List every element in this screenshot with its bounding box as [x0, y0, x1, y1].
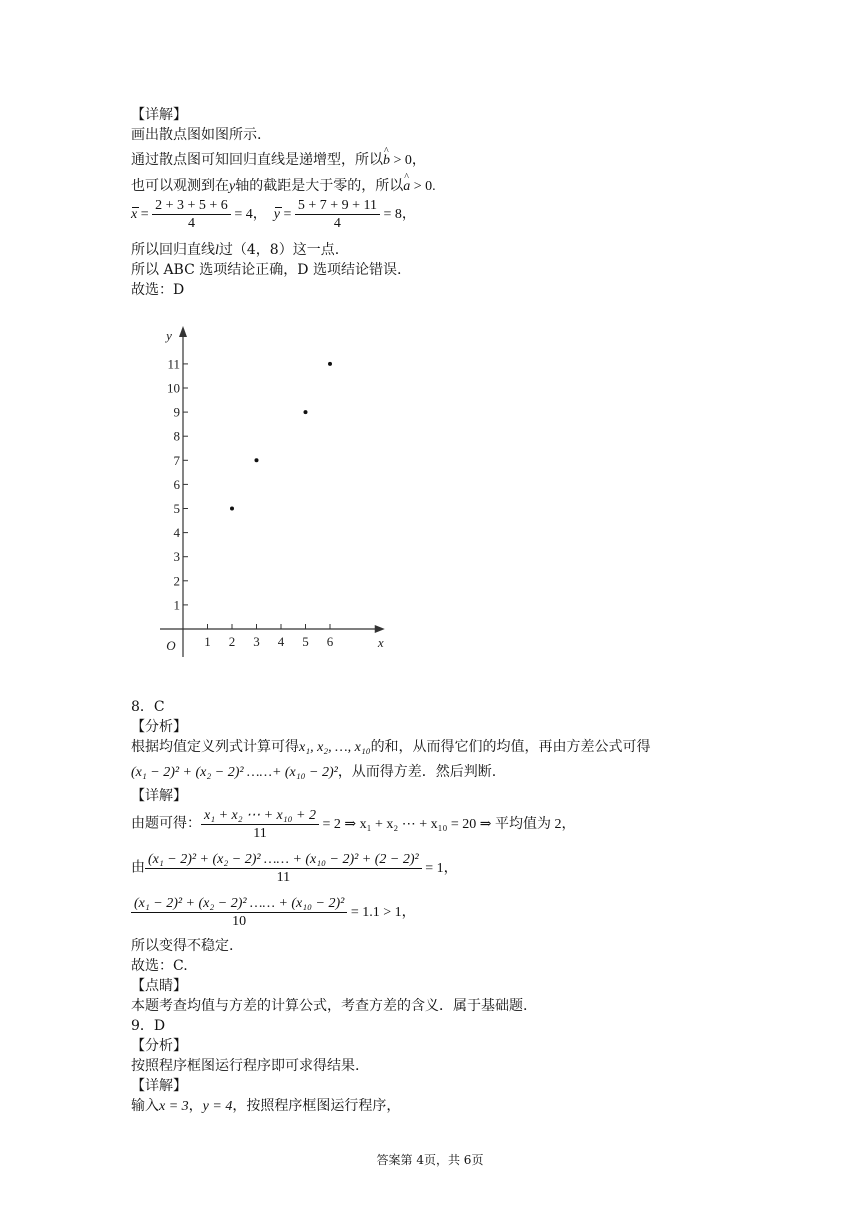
- q8-analysis-line-2: (x₁ − 2)² + (x₂ − 2)² ……+ (x₁₀ − 2)²，从而得方差．然后判断.: [131, 764, 497, 780]
- x-tick-label: 4: [277, 634, 285, 649]
- origin-label: O: [166, 638, 176, 653]
- q8-comment: 本题考查均值与方差的计算公式，考查方差的含义．属于基础题.: [131, 998, 528, 1014]
- q8-detail-line-3: $\frac{\text{(x₁ − 2)² + (x₂ − 2)² …… + (x₁₀ − 2)²}}{10}$ = 1.1 > 1，: [131, 895, 416, 930]
- y-tick-label: 8: [173, 428, 180, 444]
- data-point: [255, 458, 259, 462]
- q7-line-1: 画出散点图如图所示.: [131, 127, 262, 143]
- q8-detail-line-1: 由题可得： $\frac{\text{x₁ + x₂ ⋯ + x₁₀ + 2}}{11}$ = 2 ⇒ x₁ + x₂ ⋯ + x₁₀ = 20 ⇒ 平均值为 2，: [131, 808, 576, 841]
- x-axis-label: x: [377, 635, 384, 650]
- q9-detail-heading: 【详解】: [131, 1078, 187, 1094]
- data-point: [328, 362, 332, 366]
- y-tick-label: 1: [173, 597, 180, 613]
- q7-line-6: 所以 ABC 选项结论正确，D 选项结论错误.: [131, 262, 402, 278]
- q7-detail-heading: 【详解】: [131, 107, 187, 123]
- variance-fraction-10: $\frac{\text{(x₁ − 2)² + (x₂ − 2)² …… + (x₁₀ − 2)²}}{10}$: [131, 895, 347, 930]
- page-footer: 答案第 4页，共 6页: [376, 1153, 484, 1167]
- q8-detail-line-5: 故选：C.: [131, 958, 188, 974]
- ybar-symbol: y: [273, 206, 280, 222]
- x-tick-label: 2: [228, 634, 236, 649]
- q7-line-5: 所以回归直线l过（4，8）这一点.: [131, 242, 340, 258]
- data-point: [230, 507, 234, 511]
- scatter-chart: [150, 318, 384, 658]
- xbar-symbol: x: [131, 206, 138, 222]
- q8-title: 8．C: [131, 699, 165, 715]
- q7-line-3: 也可以观测到在y轴的截距是大于零的，所以^ a > 0.: [131, 177, 436, 196]
- y-tick-label: 9: [173, 404, 180, 420]
- y-axis-label: y: [166, 328, 172, 343]
- q8-detail-line-2: 由 $\frac{\text{(x₁ − 2)² + (x₂ − 2)² …… + (x₁₀ − 2)² + (2 − 2)²}}{11}$ = 1，: [131, 852, 458, 885]
- x-tick-label: 5: [302, 634, 309, 649]
- q7-line-7: 故选：D: [131, 282, 185, 298]
- y-axis-arrow: [179, 326, 187, 337]
- q9-analysis-heading: 【分析】: [131, 1038, 187, 1054]
- y-tick-label: 2: [173, 573, 180, 589]
- q8-detail-heading: 【详解】: [131, 788, 187, 804]
- y-tick-label: 5: [173, 501, 180, 516]
- q8-analysis-line-1: 根据均值定义列式计算可得x₁, x₂, …, x₁₀的和，从而得它们的均值，再由方差公式可得: [131, 739, 651, 755]
- q8-comment-heading: 【点睛】: [131, 978, 187, 994]
- q8-detail-line-4: 所以变得不稳定.: [131, 938, 234, 954]
- x-tick-label: 6: [326, 634, 334, 649]
- y-tick-label: 4: [173, 525, 180, 541]
- x-tick-label: 3: [253, 634, 260, 649]
- data-point: [304, 410, 308, 414]
- xbar-fraction: $\frac{2 + 3 + 5 + 6}{4}$: [152, 197, 231, 232]
- y-tick-label: 7: [173, 452, 180, 468]
- q9-detail-line-1: 输入x = 3，y = 4，按照程序框图运行程序，: [131, 1098, 401, 1114]
- mean-fraction: $\frac{\text{x₁ + x₂ ⋯ + x₁₀ + 2}}{11}$: [201, 807, 319, 842]
- q9-analysis-line: 按照程序框图运行程序即可求得结果.: [131, 1058, 360, 1074]
- q8-analysis-heading: 【分析】: [131, 719, 187, 735]
- q7-means-line: x = $\frac{2 + 3 + 5 + 6}{4}$ = 4， y = $\frac{5 + 7 + 9 + 11}{4}$ = 8，: [131, 198, 416, 231]
- q7-line-2: 通过散点图可知回归直线是递增型，所以^ b > 0，: [131, 151, 426, 170]
- y-tick-label: 11: [167, 356, 180, 372]
- variance-fraction-11: $\frac{\text{(x₁ − 2)² + (x₂ − 2)² …… + (x₁₀ − 2)² + (2 − 2)²}}{11}$: [145, 851, 422, 886]
- y-tick-label: 3: [173, 549, 180, 565]
- q9-title: 9．D: [131, 1018, 166, 1034]
- x-axis-arrow: [375, 625, 385, 633]
- x-tick-label: 1: [204, 634, 211, 649]
- y-tick-label: 6: [173, 476, 180, 492]
- ybar-fraction: $\frac{5 + 7 + 9 + 11}{4}$: [295, 197, 380, 232]
- y-tick-label: 10: [167, 380, 180, 396]
